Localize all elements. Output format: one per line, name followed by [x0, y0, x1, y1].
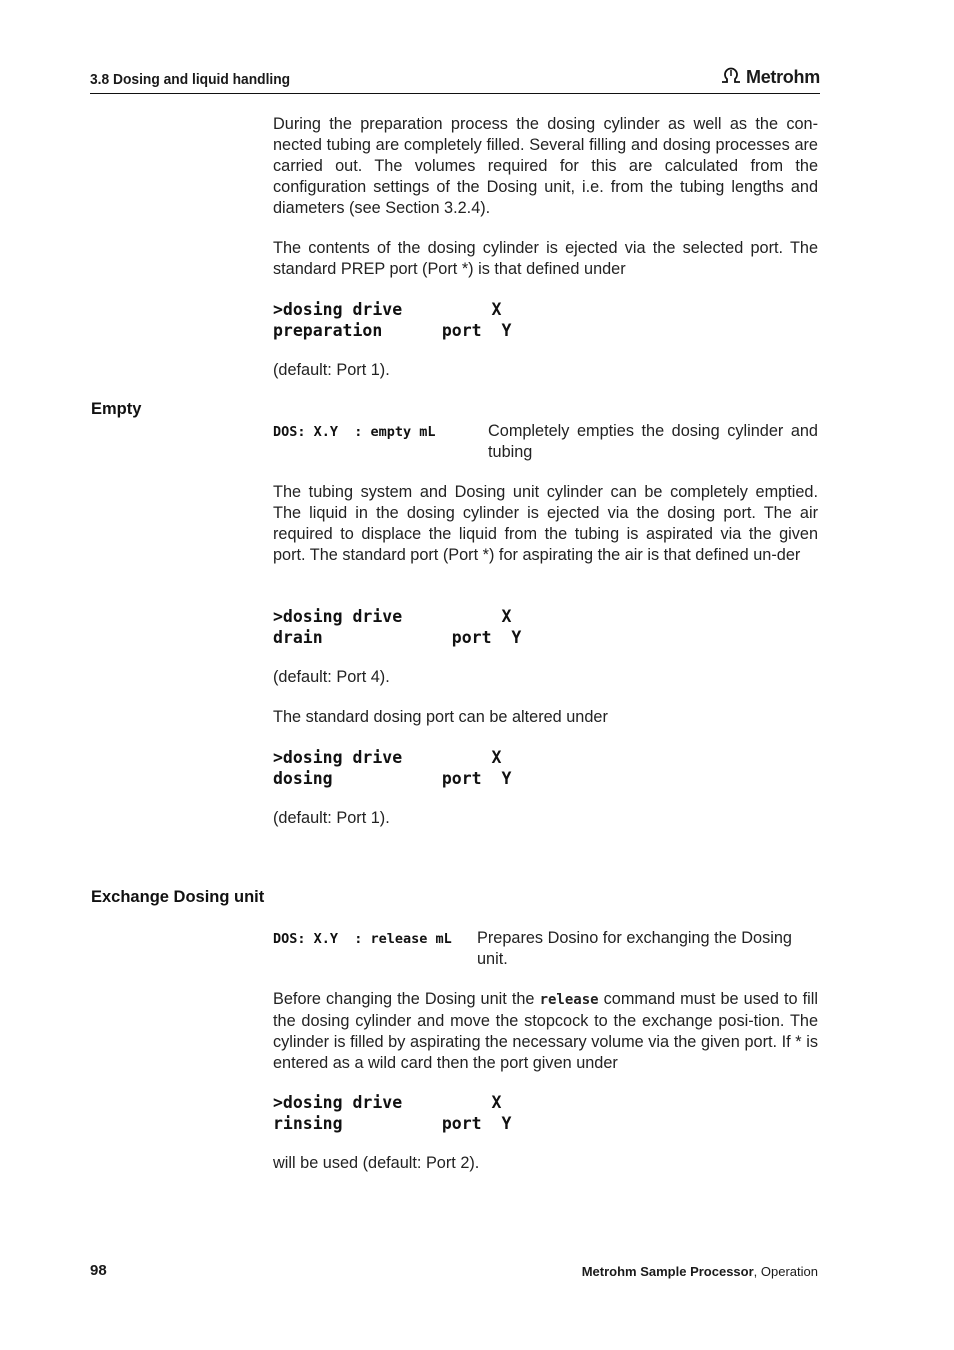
command-empty-description: Completely empties the dosing cylinder and tubing	[488, 422, 818, 461]
command-empty: DOS: X.Y : empty mL	[273, 424, 436, 440]
header-divider	[90, 93, 820, 94]
footer-product-name: Metrohm Sample Processor	[581, 1264, 754, 1279]
empty-paragraph-2: The standard dosing port can be altered under	[273, 708, 608, 726]
release-keyword: release	[539, 992, 599, 1008]
metrohm-logo	[720, 66, 820, 89]
code-rinsing-line-1: >dosing drive X	[273, 1093, 502, 1112]
code-drain-line-1: >dosing drive X	[273, 607, 512, 626]
empty-default-2: (default: Port 1).	[273, 809, 390, 827]
exchange-paragraph	[273, 989, 818, 1074]
code-dosing-line-1: >dosing drive X	[273, 748, 502, 767]
exchange-paragraph-end: command must be used to fill the dosing cylinder and move the stopcock to the exchange posi-tion. The cylinder is filled by aspirating the necessary volume via the given port. If * is entered as a wild card then the port given under	[273, 990, 819, 1072]
section-title: 3.8 Dosing and liquid handling	[90, 71, 291, 88]
code-preparation-line-1: >dosing drive X	[273, 300, 502, 319]
intro-default: (default: Port 1).	[273, 361, 390, 379]
exchange-footer-text: will be used (default: Port 2).	[273, 1154, 480, 1172]
code-dosing-line-2: dosing port Y	[273, 769, 512, 788]
empty-paragraph: The tubing system and Dosing unit cylinder can be completely emptied. The liquid in the dosing cylinder is ejected via the dosing port. The air required to displace the liquid from the tubing is aspirated via the given port. The standard port (Port *) for aspirating the air is that defined un-der	[273, 483, 818, 564]
intro-paragraph-1: During the preparation process the dosing cylinder as well as the con-nected tubing are completely filled. Several filling and dosing processes are carried out. The volumes required for this are calculated from the configuration settings of the Dosing unit, i.e. from the tubing lengths and diameters (see Section 3.2.4).	[273, 115, 818, 217]
empty-default-1: (default: Port 4).	[273, 668, 390, 686]
heading-empty: Empty	[91, 400, 142, 418]
command-release: DOS: X.Y : release mL	[273, 931, 452, 947]
omega-icon	[720, 66, 742, 89]
code-rinsing-line-2: rinsing port Y	[273, 1114, 512, 1133]
command-release-description: Prepares Dosino for exchanging the Dosing unit.	[477, 929, 792, 968]
page-number: 98	[90, 1262, 107, 1279]
footer-product	[582, 1264, 818, 1279]
code-drain-line-2: drain port Y	[273, 628, 522, 647]
intro-paragraph-2: The contents of the dosing cylinder is ejected via the selected port. The standard PREP port (Port *) is that defined under	[273, 239, 818, 278]
heading-exchange-dosing-unit: Exchange Dosing unit	[91, 888, 265, 906]
footer-suffix: , Operation	[753, 1264, 818, 1279]
brand-name: Metrohm	[746, 67, 820, 87]
code-preparation-line-2: preparation port Y	[273, 321, 512, 340]
exchange-paragraph-start: Before changing the Dosing unit the	[273, 990, 535, 1008]
